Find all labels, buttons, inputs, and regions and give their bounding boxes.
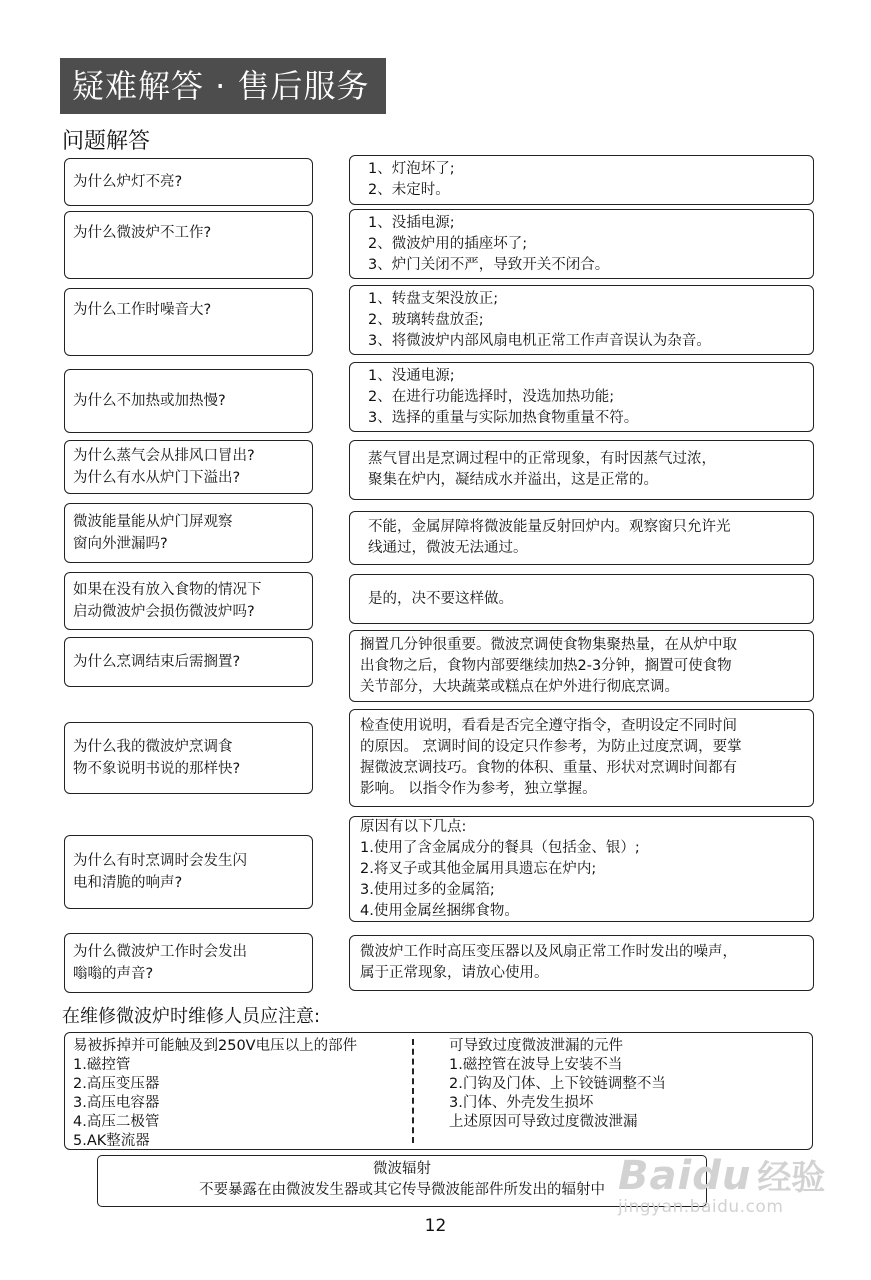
answer-text: 蒸气冒出是烹调过程中的正常现象，有时因蒸气过浓， 聚集在炉内，凝结成水并溢出，这是正常的。 <box>368 451 716 488</box>
page-title: 疑难解答 · 售后服务 <box>60 58 386 114</box>
watermark-url: jingyan.baidu.com <box>618 1197 784 1217</box>
faq-answer-4 <box>349 362 814 432</box>
answer-text: 1、灯泡坏了; 2、未定时。 <box>368 161 455 198</box>
faq-question-9 <box>64 722 313 794</box>
answer-text: 1、没插电源; 2、微波炉用的插座坏了; 3、炉门关闭不严，导致开关不闭合。 <box>368 214 610 273</box>
radiation-text: 不要暴露在由微波发生器或其它传导微波能部件所发出的辐射中 <box>199 1182 605 1198</box>
dashed-divider <box>412 1039 414 1143</box>
answer-text: 是的，决不要这样做。 <box>368 590 513 607</box>
question-text: 为什么蒸气会从排风口冒出? 为什么有水从炉门下溢出? <box>73 448 255 486</box>
question-text: 为什么微波炉不工作? <box>73 225 212 241</box>
watermark-logo: Baidu <box>618 1153 752 1199</box>
answer-text: 原因有以下几点: 1.使用了含金属成分的餐具（包括金、银）; 2.将叉子或其他金属用具遗忘在炉内; 3.使用过多的金属箔; 4.使用金属丝捆绑食物。 <box>360 818 640 919</box>
radiation-box <box>97 1155 707 1207</box>
faq-answer-1 <box>349 155 814 205</box>
faq-question-4 <box>64 369 313 433</box>
question-text: 为什么微波炉工作时会发出 嗡嗡的声音? <box>73 944 247 982</box>
repair-right-list: 可导致过度微波泄漏的元件 1.磁控管在波导上安装不当 2.门钩及门体、上下铰链调整不当 3.门体、外壳发生损坏 上述原因可导致过度微波泄漏 <box>449 1038 666 1130</box>
faq-question-5 <box>64 440 313 494</box>
faq-heading: 问题解答 <box>62 129 151 154</box>
question-text: 为什么炉灯不亮? <box>73 174 183 190</box>
faq-question-3 <box>64 288 313 356</box>
page-number: 12 <box>424 1216 447 1236</box>
repair-left-list: 易被拆掉并可能触及到250V电压以上的部件 1.磁控管 2.高压变压器 3.高压电容器 4.高压二极管 5.AK整流器 <box>73 1038 358 1149</box>
question-text: 为什么我的微波炉烹调食 物不象说明书说的那样快? <box>73 739 241 777</box>
faq-question-6 <box>64 503 313 563</box>
faq-question-11 <box>64 933 313 993</box>
faq-question-10 <box>64 835 313 909</box>
question-text: 为什么不加热或加热慢? <box>73 393 226 409</box>
faq-answer-5 <box>349 440 814 500</box>
question-text: 为什么工作时噪音大? <box>73 302 212 318</box>
answer-text: 1、转盘支架没放正; 2、玻璃转盘放歪; 3、将微波炉内部风扇电机正常工作声音误认为杂音。 <box>368 290 711 349</box>
question-text: 为什么烹调结束后需搁置? <box>73 654 241 670</box>
answer-text: 检查使用说明，看看是否完全遵守指令，查明设定不同时间 的原因。 烹调时间的设定只作参考，为防止过度烹调，要掌 握微波烹调技巧。食物的体积、重量、形状对烹调时间都有 影响。 以指令作为参考，独立掌握。 <box>360 718 742 797</box>
question-text: 为什么有时烹调时会发生闪 电和清脆的响声? <box>73 853 247 891</box>
faq-answer-10 <box>349 816 814 922</box>
answer-text: 微波炉工作时高压变压器以及风扇正常工作时发出的噪声， 属于正常现象，请放心使用。 <box>360 944 737 981</box>
faq-answer-6 <box>349 511 814 565</box>
faq-answer-11 <box>349 935 814 991</box>
faq-question-7 <box>64 572 313 630</box>
question-text: 如果在没有放入食物的情况下 启动微波炉会损伤微波炉吗? <box>73 582 262 620</box>
watermark-logo-cn: 经验 <box>757 1158 826 1198</box>
faq-answer-8 <box>349 630 814 702</box>
faq-question-2 <box>64 211 313 279</box>
radiation-title: 微波辐射 <box>373 1161 431 1177</box>
answer-text: 搁置几分钟很重要。微波烹调使食物集聚热量，在从炉中取 出食物之后，食物内部要继续加热2-3分钟，搁置可使食物 关节部分，大块蔬菜或糕点在炉外进行彻底烹调。 <box>360 636 737 695</box>
faq-question-1 <box>64 158 313 206</box>
question-text: 微波能量能从炉门屏观察 窗向外泄漏吗? <box>73 514 233 552</box>
faq-answer-9 <box>349 709 814 807</box>
repair-notice-box <box>64 1032 813 1150</box>
faq-answer-7 <box>349 574 814 624</box>
faq-answer-3 <box>349 285 814 355</box>
answer-text: 1、没通电源; 2、在进行功能选择时，没选加热功能; 3、选择的重量与实际加热食物重量不符。 <box>368 367 639 426</box>
faq-question-8 <box>64 637 313 687</box>
repair-heading: 在维修微波炉时维修人员应注意: <box>62 1006 321 1027</box>
answer-text: 不能，金属屏障将微波能量反射回炉内。观察窗只允许光 线通过，微波无法通过。 <box>368 519 731 556</box>
faq-answer-2 <box>349 209 814 279</box>
